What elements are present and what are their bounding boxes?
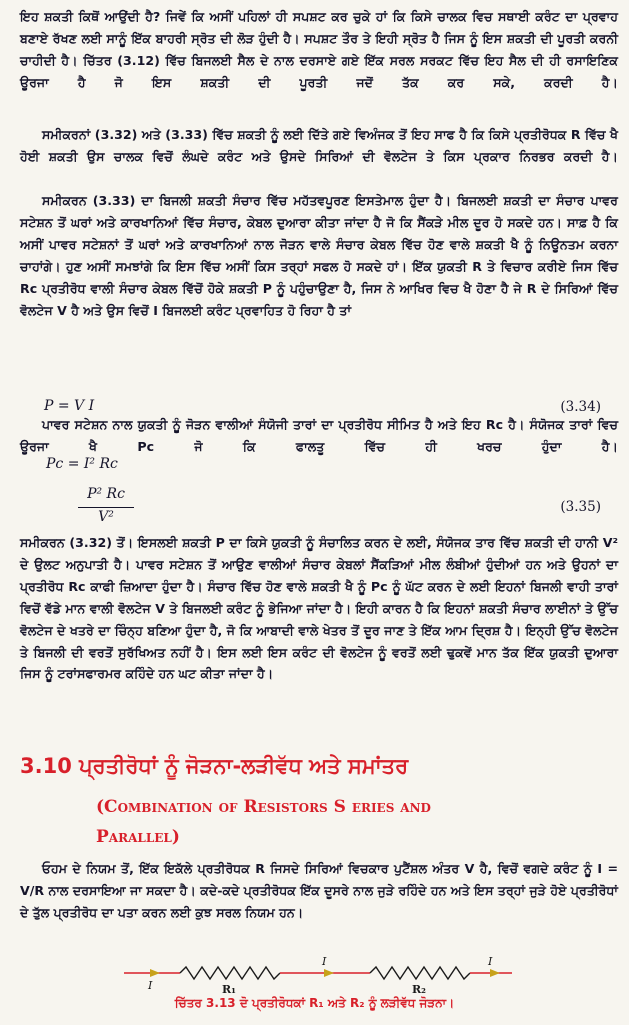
current-label-2: I [322, 955, 327, 968]
section-subtitle-line-2: Parallel) [96, 827, 180, 847]
series-circuit-diagram [0, 955, 629, 995]
resistor-label-r2: R₂ [412, 983, 426, 995]
section-heading: 3.10 ਪ੍ਰਤੀਰੋਧਾਂ ਨੂੰ ਜੋੜਨਾ-ਲੜੀਵੱਧ ਅਤੇ ਸਮਾਂਤਰ [20, 754, 409, 778]
fraction-denominator: V² [98, 509, 114, 525]
fraction-bar [78, 507, 134, 508]
current-label-3: I [488, 955, 493, 968]
paragraph-6: ਓਹਮ ਦੇ ਨਿਯਮ ਤੋਂ, ਇੱਕ ਇਕੱਲੇ ਪ੍ਰਤੀਰੋਧਕ R ਜਿਸਦੇ ਸਿਰਿਆਂ ਵਿਚਕਾਰ ਪੁਟੈਂਸ਼ਲ ਅੰਤਰ V ਹੈ, ਵਿਚੋਂ ਵਗਦੇ ਕਰੰਟ ਨੂੰ I = V/R ਨਾਲ ਦਰਸਾਇਆ ਜਾ ਸਕਦਾ ਹੈ। ਕਦੇ-ਕਦੇ ਪ੍ਰਤੀਰੋਧਕ ਇੱਕ ਦੂਸਰੇ ਨਾਲ ਜੁੜੇ ਰਹਿੰਦੇ ਹਨ ਅਤੇ ਇਸ ਤਰ੍ਹਾਂ ਜੁੜੇ ਹੋਏ ਪ੍ਰਤੀਰੋਧਾਂ ਦੇ ਤੁੱਲ ਪ੍ਰਤੀਰੋਧ ਦਾ ਪਤਾ ਕਰਨ ਲਈ ਕੁਝ ਸਰਲ ਨਿਯਮ ਹਨ। [20, 861, 618, 920]
current-arrow-2 [324, 969, 334, 977]
equation-3-34: P = V I [44, 398, 95, 414]
equation-number-3-35: (3.35) [560, 499, 601, 515]
figure-caption: ਚਿੱਤਰ 3.13 ਦੋ ਪ੍ਰਤੀਰੋਧਕਾਂ R₁ ਅਤੇ R₂ ਨੂੰ ਲੜੀਵੱਧ ਜੋੜਨਾ। [174, 996, 455, 1010]
fraction-numerator: P² Rc [87, 486, 125, 502]
paragraph-5: ਸਮੀਕਰਨ (3.32) ਤੋਂ। ਇਸਲਈ ਸ਼ਕਤੀ P ਦਾ ਕਿਸੇ ਯੁਕਤੀ ਨੂੰ ਸੰਚਾਲਿਤ ਕਰਨ ਦੇ ਲਈ, ਸੰਯੋਜਕ ਤਾਰ ਵਿੱਚ ਸ਼ਕਤੀ ਦੀ ਹਾਨੀ V² ਦੇ ਉਲਟ ਅਨੁਪਾਤੀ ਹੈ। ਪਾਵਰ ਸਟੇਸ਼ਨ ਤੋਂ ਆਉਣ ਵਾਲੀਆਂ ਸੰਚਾਰ ਕੇਬਲਾਂ ਸੈਂਕੜਿਆਂ ਮੀਲ ਲੰਬੀਆਂ ਹੁੰਦੀਆਂ ਹਨ ਅਤੇ ਉਹਨਾਂ ਦਾ ਪ੍ਰਤੀਰੋਧ Rc ਕਾਫੀ ਜ਼ਿਆਦਾ ਹੁੰਦਾ ਹੈ। ਸੰਚਾਰ ਵਿੱਚ ਹੋਣ ਵਾਲੇ ਸ਼ਕਤੀ ਖੈ ਨੂੰ Pc ਨੂੰ ਘੱਟ ਕਰਨ ਦੇ ਲਈ ਇਹਨਾਂ ਬਿਜਲੀ ਵਾਹੀ ਤਾਰਾਂ ਵਿਚੋਂ ਵੱਡੇ ਮਾਨ ਵਾਲੀ ਵੋਲਟੇਜ V ਤੇ ਬਿਜਲਈ ਕਰੰਟ ਨੂੰ ਭੇਜਿਆ ਜਾਂਦਾ ਹੈ। ਇਹੀ ਕਾਰਨ ਹੈ ਕਿ ਇਹਨਾਂ ਸ਼ਕਤੀ ਸੰਚਾਰ ਲਾਈਨਾਂ ਤੇ ਉੱਚ ਵੋਲਟੇਜ ਦੇ ਖਤਰੇ ਦਾ ਚਿੰਨ੍ਹ ਬਣਿਆ ਹੁੰਦਾ ਹੈ, ਜੋ ਕਿ ਆਬਾਦੀ ਵਾਲੇ ਖੇਤਰ ਤੋਂ ਦੂਰ ਜਾਣ ਤੇ ਇੱਕ ਆਮ ਦ੍ਰਿਸ਼ ਹੈ। ਇਨ੍ਹੀ ਉੱਚ ਵੋਲਟੇਜ ਤੇ ਬਿਜਲੀ ਦੀ ਵਰਤੋਂ ਸੁਰੱਖਿਅਤ ਨਹੀਂ ਹੈ। ਇਸ ਲਈ ਇਸ ਕਰੰਟ ਦੀ ਵੋਲਟੇਜ ਨੂੰ ਵਰਤੋਂ ਲਈ ਢੁਕਵੇਂ ਮਾਨ ਤੱਕ ਇੱਕ ਯੁਕਤੀ ਦੁਆਰਾ ਜਿਸ ਨੂੰ ਟਰਾਂਸਫਾਰਮਰ ਕਹਿੰਦੇ ਹਨ ਘਟ ਕੀਤਾ ਜਾਂਦਾ ਹੈ। [20, 535, 618, 682]
paragraph-4: ਪਾਵਰ ਸਟੇਸ਼ਨ ਨਾਲ ਯੁਕਤੀ ਨੂੰ ਜੋੜਨ ਵਾਲੀਆਂ ਸੰਯੋਜੀ ਤਾਰਾਂ ਦਾ ਪ੍ਰਤੀਰੋਧ ਸੀਮਿਤ ਹੈ ਅਤੇ ਇਹ Rc ਹੈ। ਸੰਯੋਜਕ ਤਾਰਾਂ ਵਿਚ ਊਰਜਾ ਖੈ Pc ਜੋ ਕਿ ਫਾਲਤੂ ਵਿੱਚ ਹੀ ਖਰਚ ਹੁੰਦਾ ਹੈ। [20, 417, 618, 454]
equation-number-3-34: (3.34) [560, 399, 601, 415]
paragraph-1: ਇਹ ਸ਼ਕਤੀ ਕਿਥੋਂ ਆਉਂਦੀ ਹੈ? ਜਿਵੇਂ ਕਿ ਅਸੀਂ ਪਹਿਲਾਂ ਹੀ ਸਪਸ਼ਟ ਕਰ ਚੁਕੇ ਹਾਂ ਕਿ ਕਿਸੇ ਚਾਲਕ ਵਿਚ ਸਥਾਈ ਕਰੰਟ ਦਾ ਪ੍ਰਵਾਹ ਬਣਾਏ ਰੱਖਣ ਲਈ ਸਾਨੂੰ ਇੱਕ ਬਾਹਰੀ ਸ੍ਰੋਤ ਦੀ ਲੋੜ ਹੁੰਦੀ ਹੈ। ਸਪਸ਼ਟ ਤੌਰ ਤੇ ਇਹੀ ਸ੍ਰੋਤ ਹੈ ਜਿਸ ਨੂੰ ਇਸ ਸ਼ਕਤੀ ਦੀ ਪੂਰਤੀ ਕਰਨੀ ਚਾਹੀਦੀ ਹੈ। ਚਿੱਤਰ (3.12) ਵਿੱਚ ਬਿਜਲਈ ਸੈਲ ਦੇ ਨਾਲ ਦਰਸਾਏ ਗਏ ਇੱਕ ਸਰਲ ਸਰਕਟ ਵਿੱਚ ਇਹ ਸੈਲ ਦੀ ਹੀ ਰਸਾਇਣਿਕ ਊਰਜਾ ਹੈ ਜੋ ਇਸ ਸ਼ਕਤੀ ਦੀ ਪੂਰਤੀ ਜਦੋਂ ਤੱਕ ਕਰ ਸਕੇ, ਕਰਦੀ ਹੈ। [20, 9, 618, 90]
paragraph-2: ਸਮੀਕਰਨਾਂ (3.32) ਅਤੇ (3.33) ਵਿੱਚ ਸ਼ਕਤੀ ਨੂੰ ਲਈ ਦਿੱਤੇ ਗਏ ਵਿਅੰਜਕ ਤੋਂ ਇਹ ਸਾਫ ਹੈ ਕਿ ਕਿਸੇ ਪ੍ਰਤੀਰੋਧਕ R ਵਿੱਚ ਖੈ ਹੋਈ ਸ਼ਕਤੀ ਉਸ ਚਾਲਕ ਵਿਚੋਂ ਲੰਘਦੇ ਕਰੰਟ ਅਤੇ ਉਸਦੇ ਸਿਰਿਆਂ ਦੀ ਵੋਲਟੇਜ ਤੇ ਕਿਸ ਪ੍ਰਕਾਰ ਨਿਰਭਰ ਕਰਦੀ ਹੈ। [20, 127, 618, 164]
current-label-1: I [148, 979, 153, 992]
current-arrow-1 [150, 969, 160, 977]
resistor-r1 [180, 967, 280, 979]
current-arrow-3 [490, 969, 500, 977]
equation-pc: Pc = I² Rc [46, 456, 118, 472]
resistor-label-r1: R₁ [222, 983, 236, 995]
section-subtitle-line-1: (Combination of Resistors S eries and [96, 797, 431, 817]
resistor-r2 [370, 967, 470, 979]
paragraph-3: ਸਮੀਕਰਨ (3.33) ਦਾ ਬਿਜਲੀ ਸ਼ਕਤੀ ਸੰਚਾਰ ਵਿੱਚ ਮਹੱਤਵਪੂਰਣ ਇਸਤੇਮਾਲ ਹੁੰਦਾ ਹੈ। ਬਿਜਲਈ ਸ਼ਕਤੀ ਦਾ ਸੰਚਾਰ ਪਾਵਰ ਸਟੇਸ਼ਨ ਤੋਂ ਘਰਾਂ ਅਤੇ ਕਾਰਖਾਨਿਆਂ ਵਿੱਚ ਸੰਚਾਰ, ਕੇਬਲ ਦੁਆਰਾ ਕੀਤਾ ਜਾਂਦਾ ਹੈ ਜੋ ਕਿ ਸੈਂਕੜੇ ਮੀਲ ਦੂਰ ਹੋ ਸਕਦੇ ਹਨ। ਸਾਫ਼ ਹੈ ਕਿ ਅਸੀਂ ਪਾਵਰ ਸਟੇਸ਼ਨਾਂ ਤੋਂ ਘਰਾਂ ਅਤੇ ਕਾਰਖਾਨਿਆਂ ਨਾਲ ਜੋੜਨ ਵਾਲੇ ਸੰਚਾਰ ਕੇਬਲ ਵਿੱਚ ਹੋਣ ਵਾਲੇ ਸ਼ਕਤੀ ਖੈ ਨੂੰ ਨਿਊਨਤਮ ਕਰਨਾ ਚਾਹਾਂਗੇ। ਹੁਣ ਅਸੀਂ ਸਮਝਾਂਗੇ ਕਿ ਇਸ ਵਿੱਚ ਅਸੀਂ ਕਿਸ ਤਰ੍ਹਾਂ ਸਫਲ ਹੋ ਸਕਦੇ ਹਾਂ। ਇੱਕ ਯੁਕਤੀ R ਤੇ ਵਿਚਾਰ ਕਰੀਏ ਜਿਸ ਵਿੱਚ Rc ਪ੍ਰਤੀਰੋਧ ਵਾਲੀ ਸੰਚਾਰ ਕੇਬਲ ਵਿੱਚੋਂ ਹੋਕੇ ਸ਼ਕਤੀ P ਨੂੰ ਪਹੁੰਚਾਉਣਾ ਹੈ, ਜਿਸ ਨੇ ਆਖਿਰ ਵਿਚ ਖੈ ਹੋਣਾ ਹੈ ਜੇ R ਦੇ ਸਿਰਿਆਂ ਵਿੱਚ ਵੋਲਟੇਜ V ਹੈ ਅਤੇ ਉਸ ਵਿਚੋਂ I ਬਿਜਲਈ ਕਰੰਟ ਪ੍ਰਵਾਹਿਤ ਹੋ ਰਿਹਾ ਹੈ ਤਾਂ [20, 193, 618, 318]
